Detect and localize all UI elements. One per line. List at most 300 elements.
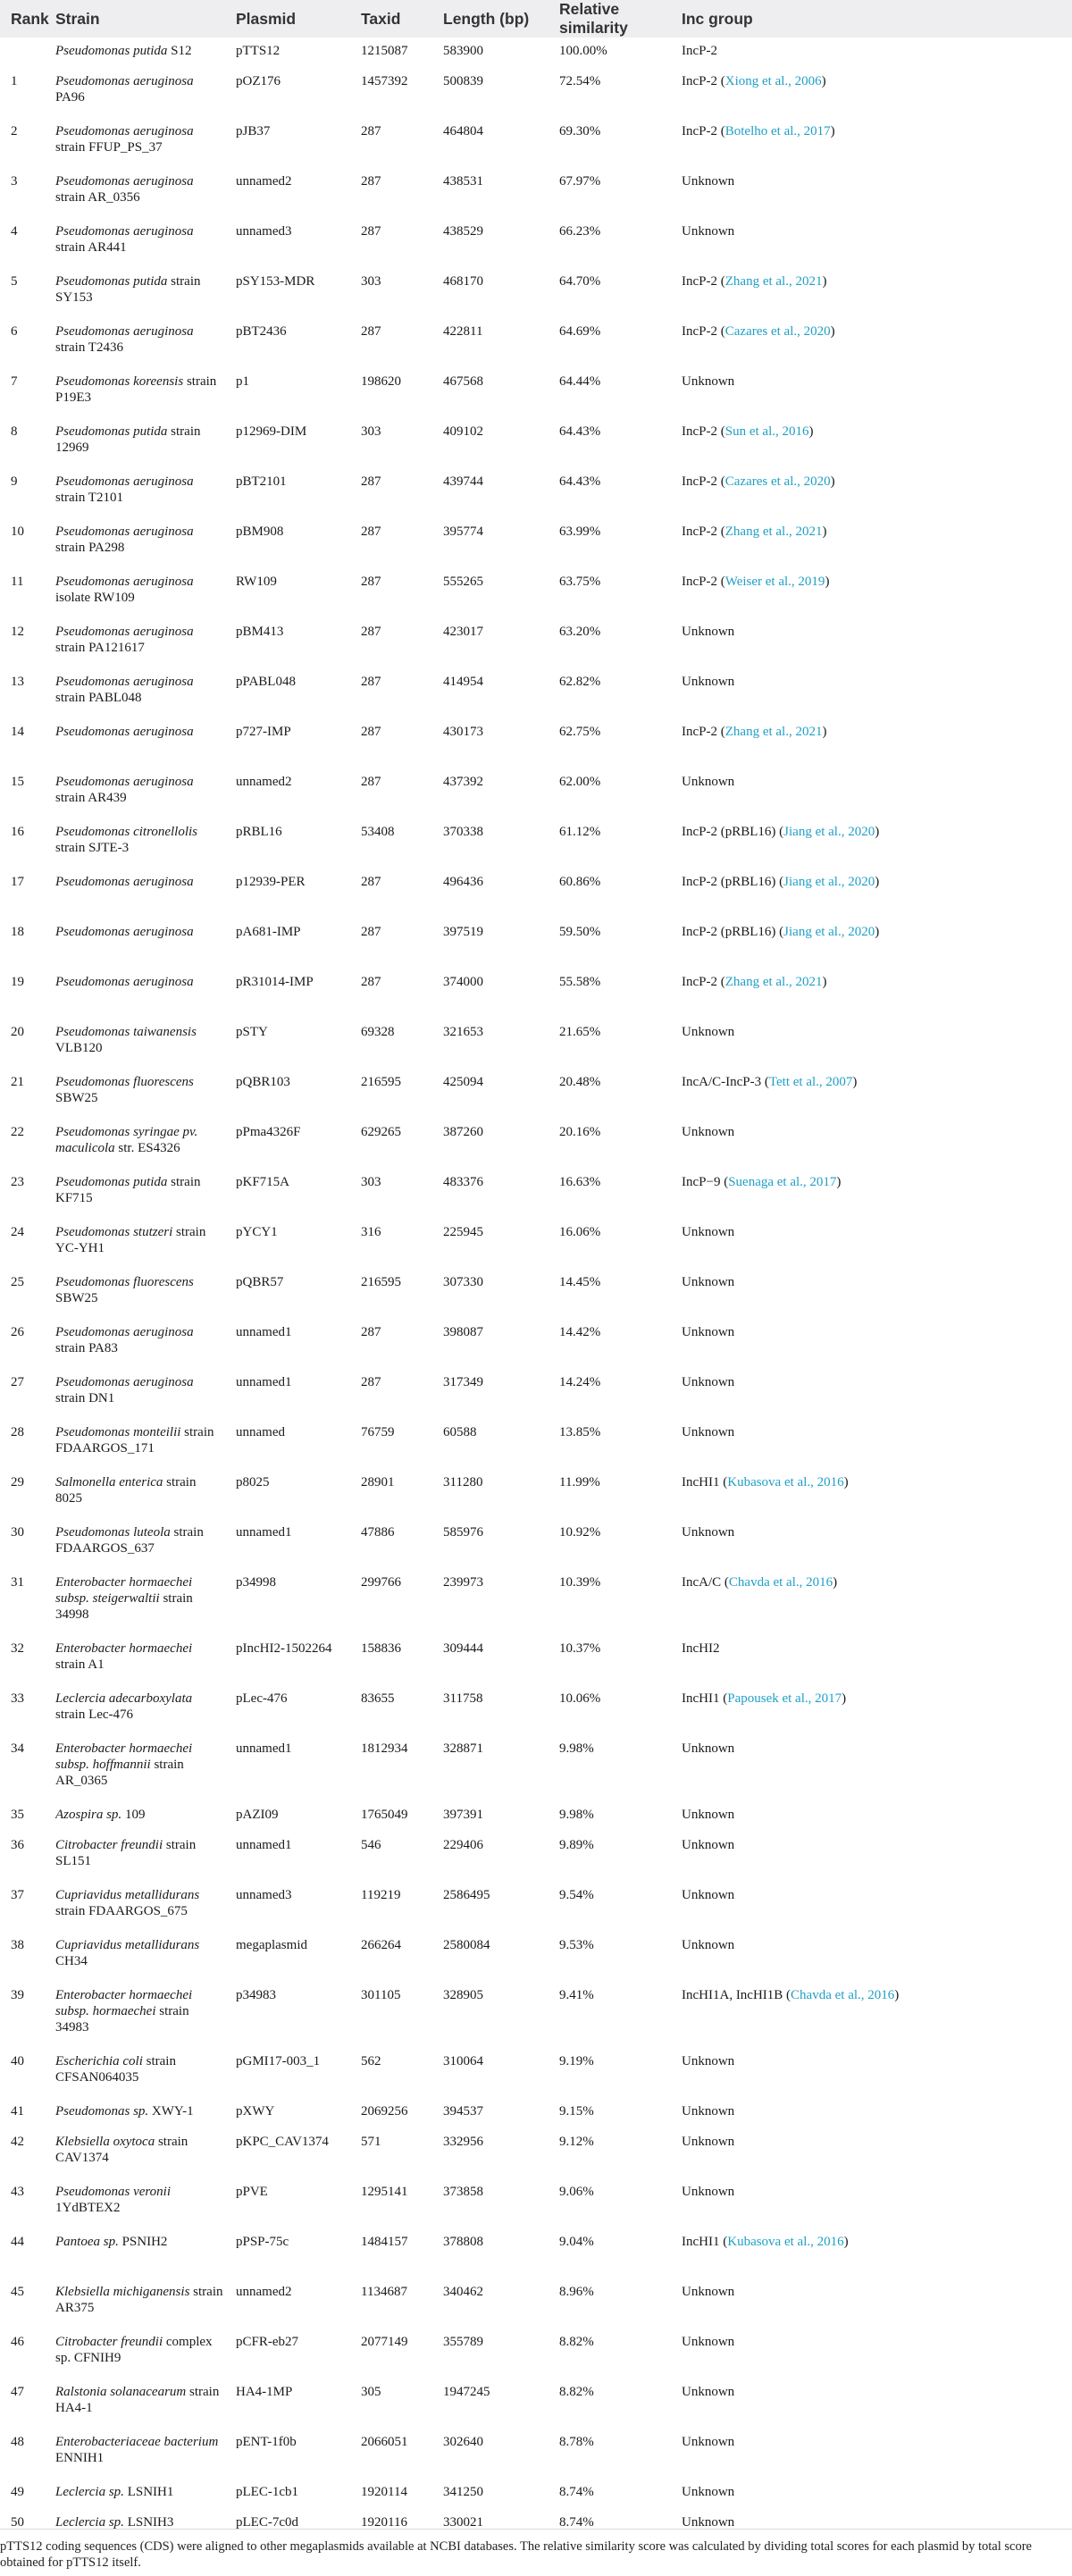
plasmid-cell: p8025	[236, 1475, 270, 1489]
strain-species: Escherichia coli	[55, 2054, 143, 2068]
strain-detail: strain FFUP_PS_37	[55, 140, 163, 155]
strain-species: Enterobacter hormaechei subsp. hoffmannii	[55, 1741, 193, 1772]
table-row	[0, 2228, 1072, 2278]
strain-species: Pseudomonas taiwanensis	[55, 1025, 197, 1039]
inc-group-close-paren: )	[894, 1988, 900, 2002]
strain-cell	[55, 1519, 236, 1569]
table-row	[0, 1119, 1072, 1169]
rank-cell: 39	[11, 1988, 24, 2002]
table-row	[0, 218, 1072, 268]
length-cell: 438529	[443, 224, 483, 239]
length-cell: 332956	[443, 2135, 483, 2149]
strain-cell	[55, 2098, 236, 2128]
inc-group-reference-link[interactable]: Zhang et al., 2021	[724, 725, 823, 739]
rank-cell: 29	[11, 1475, 24, 1489]
rank-cell: 25	[11, 1275, 24, 1289]
rank-cell: 15	[11, 775, 24, 789]
rank-cell: 7	[11, 374, 18, 389]
strain-species: Citrobacter freundii	[55, 1838, 163, 1852]
inc-group-cell	[682, 1932, 1072, 1982]
similarity-cell: 10.37%	[559, 1641, 601, 1656]
inc-group-text: Unknown	[682, 2485, 735, 2499]
length-cell: 397391	[443, 1808, 483, 1822]
inc-group-text: IncP-2 (	[682, 274, 725, 289]
similarity-cell: 13.85%	[559, 1425, 601, 1439]
strain-species: Cupriavidus metallidurans	[55, 1888, 200, 1902]
inc-group-reference-link[interactable]: Chavda et al., 2016	[791, 1988, 895, 2002]
similarity-cell: 63.20%	[559, 625, 601, 639]
strain-detail: strain FDAARGOS_171	[55, 1425, 214, 1456]
length-cell: 483376	[443, 1175, 483, 1189]
header-plasmid: Plasmid	[236, 9, 297, 28]
inc-group-reference-link[interactable]: Xiong et al., 2006	[724, 74, 822, 88]
length-cell: 397519	[443, 925, 483, 939]
table-row	[0, 1932, 1072, 1982]
plasmid-cell: unnamed2	[236, 174, 292, 189]
inc-group-close-paren: )	[843, 1475, 849, 1489]
strain-cell	[55, 768, 236, 818]
length-cell: 468170	[443, 274, 483, 289]
strain-species: Salmonella enterica	[55, 1475, 163, 1489]
strain-detail: strain FDAARGOS_637	[55, 1525, 204, 1556]
strain-detail: strain T2436	[55, 340, 123, 355]
strain-detail: 109	[121, 1808, 146, 1822]
taxid-cell: 216595	[361, 1275, 401, 1289]
inc-group-reference-link[interactable]: Kubasova et al., 2016	[727, 1475, 844, 1489]
strain-detail: strain CAV1374	[55, 2135, 188, 2165]
strain-species: Pseudomonas putida	[55, 44, 168, 58]
taxid-cell: 571	[361, 2135, 381, 2149]
strain-cell	[55, 1319, 236, 1369]
inc-group-text: IncHI2	[682, 1641, 720, 1656]
strain-detail: strain 34983	[55, 2004, 189, 2035]
inc-group-close-paren: )	[875, 925, 880, 939]
length-cell: 430173	[443, 725, 483, 739]
plasmid-cell: pBT2436	[236, 324, 287, 339]
inc-group-text: IncHI1 (	[682, 2235, 728, 2249]
strain-cell	[55, 1369, 236, 1419]
strain-cell	[55, 1569, 236, 1635]
inc-group-cell	[682, 1801, 1072, 1832]
inc-group-reference-link[interactable]: Jiang et al., 2020	[783, 825, 875, 839]
plasmid-cell: p12939-PER	[236, 875, 306, 889]
similarity-cell: 20.16%	[559, 1125, 601, 1139]
length-cell: 317349	[443, 1375, 483, 1389]
inc-group-cell	[682, 1419, 1072, 1469]
table-row	[0, 1219, 1072, 1269]
strain-species: Pseudomonas putida	[55, 424, 168, 439]
strain-species: Pseudomonas stutzeri	[55, 1225, 173, 1239]
similarity-cell: 8.74%	[559, 2485, 594, 2499]
taxid-cell: 266264	[361, 1938, 401, 1952]
strain-species: Pseudomonas syringae pv. maculicola	[55, 1125, 198, 1155]
strain-species: Pseudomonas aeruginosa	[55, 875, 194, 889]
table-body	[0, 38, 1072, 2539]
similarity-cell: 60.86%	[559, 875, 601, 889]
rank-cell: 31	[11, 1575, 24, 1590]
inc-group-text: Unknown	[682, 1838, 735, 1852]
inc-group-reference-link[interactable]: Jiang et al., 2020	[783, 925, 875, 939]
strain-species: Pseudomonas aeruginosa	[55, 575, 194, 589]
inc-group-close-paren: )	[822, 725, 827, 739]
strain-cell	[55, 2128, 236, 2178]
strain-species: Pseudomonas fluorescens	[55, 1275, 194, 1289]
length-cell: 309444	[443, 1641, 483, 1656]
taxid-cell: 287	[361, 224, 381, 239]
table-row	[0, 68, 1072, 118]
inc-group-text: Unknown	[682, 1938, 735, 1952]
inc-group-close-paren: )	[843, 2235, 849, 2249]
inc-group-text: IncA/C (	[682, 1575, 729, 1590]
plasmid-cell: p12969-DIM	[236, 424, 307, 439]
strain-species: Enterobacter hormaechei	[55, 1641, 193, 1656]
inc-group-cell	[682, 1269, 1072, 1319]
taxid-cell: 546	[361, 1838, 381, 1852]
rank-cell: 17	[11, 875, 24, 889]
inc-group-cell	[682, 1169, 1072, 1219]
strain-cell	[55, 118, 236, 168]
table-row	[0, 268, 1072, 318]
strain-species: Pseudomonas koreensis	[55, 374, 184, 389]
inc-group-reference-link[interactable]: Botelho et al., 2017	[724, 124, 831, 138]
plasmid-cell: unnamed1	[236, 1375, 292, 1389]
inc-group-text: IncP-2 (	[682, 324, 725, 339]
plasmid-cell: pPVE	[236, 2185, 268, 2199]
similarity-cell: 62.00%	[559, 775, 601, 789]
inc-group-text: Unknown	[682, 1525, 735, 1540]
rank-cell: 27	[11, 1375, 24, 1389]
strain-species: Leclercia adecarboxylata	[55, 1691, 193, 1706]
inc-group-reference-link[interactable]: Zhang et al., 2021	[724, 524, 823, 539]
table-row	[0, 1069, 1072, 1119]
inc-group-reference-link[interactable]: Tett et al., 2007	[768, 1075, 853, 1089]
length-cell: 422811	[443, 324, 483, 339]
strain-detail: ENNIH1	[55, 2451, 105, 2465]
plasmid-cell: pQBR103	[236, 1075, 290, 1089]
table-row	[0, 868, 1072, 919]
strain-cell	[55, 1019, 236, 1069]
length-cell: 328905	[443, 1988, 483, 2002]
taxid-cell: 1920116	[361, 2515, 407, 2530]
inc-group-reference-link[interactable]: Suenaga et al., 2017	[728, 1175, 837, 1189]
strain-species: Pseudomonas putida	[55, 274, 168, 289]
taxid-cell: 287	[361, 625, 381, 639]
plasmid-cell: pLEC-1cb1	[236, 2485, 298, 2499]
plasmid-cell: pLec-476	[236, 1691, 288, 1706]
inc-group-reference-link[interactable]: Sun et al., 2016	[724, 424, 809, 439]
length-cell: 394537	[443, 2104, 483, 2119]
table-row	[0, 168, 1072, 218]
inc-group-text: IncP-2 (	[682, 524, 725, 539]
strain-cell	[55, 368, 236, 418]
plasmid-cell: pKF715A	[236, 1175, 290, 1189]
strain-cell	[55, 518, 236, 568]
strain-detail: CH34	[55, 1954, 88, 1968]
inc-group-cell	[682, 1519, 1072, 1569]
length-cell: 340462	[443, 2285, 483, 2299]
inc-group-text: Unknown	[682, 675, 735, 689]
strain-cell	[55, 1069, 236, 1119]
strain-detail: PA96	[55, 90, 85, 105]
length-cell: 583900	[443, 44, 483, 58]
similarity-cell: 14.42%	[559, 1325, 601, 1339]
length-cell: 374000	[443, 975, 483, 989]
strain-detail: complex sp. CFNIH9	[55, 2335, 213, 2365]
table-row	[0, 919, 1072, 969]
rank-cell: 37	[11, 1888, 24, 1902]
taxid-cell: 158836	[361, 1641, 401, 1656]
similarity-cell: 64.43%	[559, 424, 601, 439]
inc-group-reference-link[interactable]: Kubasova et al., 2016	[727, 2235, 844, 2249]
table-row	[0, 1269, 1072, 1319]
strain-detail: PSNIH2	[118, 2235, 168, 2249]
inc-group-text: Unknown	[682, 2435, 735, 2449]
inc-group-cell	[682, 1832, 1072, 1882]
inc-group-reference-link[interactable]: Zhang et al., 2021	[724, 975, 823, 989]
strain-cell	[55, 2379, 236, 2429]
similarity-cell: 64.69%	[559, 324, 601, 339]
strain-cell	[55, 2479, 236, 2509]
strain-detail: strain AR375	[55, 2285, 223, 2315]
strain-detail: strain AR441	[55, 240, 127, 255]
length-cell: 439744	[443, 474, 483, 489]
inc-group-text: Unknown	[682, 1125, 735, 1139]
header-rank: Rank	[11, 9, 49, 28]
taxid-cell: 2077149	[361, 2335, 408, 2349]
similarity-cell: 64.44%	[559, 374, 601, 389]
similarity-cell: 9.04%	[559, 2235, 594, 2249]
inc-group-reference-link[interactable]: Cazares et al., 2020	[724, 324, 831, 339]
strain-detail: strain PA298	[55, 541, 125, 555]
inc-group-text: IncP-2 (	[682, 74, 725, 88]
inc-group-text: Unknown	[682, 224, 735, 239]
table-row	[0, 2479, 1072, 2509]
taxid-cell: 1920114	[361, 2485, 407, 2499]
taxid-cell: 119219	[361, 1888, 401, 1902]
strain-cell	[55, 1685, 236, 1735]
plasmid-cell: unnamed2	[236, 775, 292, 789]
strain-species: Pseudomonas aeruginosa	[55, 625, 194, 639]
table-row	[0, 38, 1072, 68]
strain-species: Enterobacter hormaechei subsp. steigerwaltii	[55, 1575, 193, 1606]
strain-species: Pseudomonas aeruginosa	[55, 1375, 194, 1389]
similarity-cell: 11.99%	[559, 1475, 600, 1489]
rank-cell: 30	[11, 1525, 24, 1540]
inc-group-close-paren: )	[822, 274, 827, 289]
inc-group-cell	[682, 68, 1072, 118]
inc-group-text: Unknown	[682, 1025, 735, 1039]
taxid-cell: 629265	[361, 1125, 401, 1139]
length-cell: 500839	[443, 74, 483, 88]
table-row	[0, 2379, 1072, 2429]
inc-group-text: IncP-2 (pRBL16) (	[682, 825, 784, 839]
plasmid-cell: unnamed3	[236, 1888, 292, 1902]
strain-cell	[55, 218, 236, 268]
similarity-cell: 10.39%	[559, 1575, 601, 1590]
inc-group-cell	[682, 568, 1072, 618]
inc-group-cell	[682, 1019, 1072, 1069]
rank-cell: 1	[11, 74, 18, 88]
inc-group-reference-link[interactable]: Zhang et al., 2021	[724, 274, 823, 289]
strain-detail: strain DN1	[55, 1391, 115, 1405]
similarity-cell: 16.06%	[559, 1225, 601, 1239]
rank-cell: 16	[11, 825, 24, 839]
strain-cell	[55, 1832, 236, 1882]
table-row	[0, 969, 1072, 1019]
similarity-cell: 16.63%	[559, 1175, 601, 1189]
strain-detail: 1YdBTEX2	[55, 2201, 121, 2215]
strain-species: Pseudomonas aeruginosa	[55, 324, 194, 339]
inc-group-cell	[682, 1735, 1072, 1801]
plasmid-cell: pJB37	[236, 124, 271, 138]
strain-detail: strain Lec-476	[55, 1708, 134, 1722]
inc-group-close-paren: )	[822, 975, 827, 989]
table-row	[0, 2278, 1072, 2328]
inc-group-close-paren: )	[822, 524, 827, 539]
inc-group-reference-link[interactable]: Cazares et al., 2020	[724, 474, 831, 489]
similarity-cell: 8.82%	[559, 2335, 594, 2349]
strain-cell	[55, 1119, 236, 1169]
strain-detail: strain PA121617	[55, 641, 145, 655]
inc-group-text: Unknown	[682, 174, 735, 189]
inc-group-text: IncP-2 (	[682, 474, 725, 489]
inc-group-text: IncP-2 (	[682, 975, 725, 989]
inc-group-cell	[682, 1469, 1072, 1519]
strain-detail: strain YC-YH1	[55, 1225, 206, 1255]
plasmid-cell: pKPC_CAV1374	[236, 2135, 329, 2149]
similarity-cell: 9.54%	[559, 1888, 594, 1902]
plasmid-cell: pXWY	[236, 2104, 275, 2119]
taxid-cell: 303	[361, 1175, 381, 1189]
similarity-cell: 55.58%	[559, 975, 601, 989]
strain-detail: LSNIH3	[123, 2515, 174, 2530]
inc-group-cell	[682, 1319, 1072, 1369]
table-row	[0, 368, 1072, 418]
strain-species: Leclercia sp.	[55, 2515, 124, 2530]
taxid-cell: 287	[361, 975, 381, 989]
inc-group-reference-link[interactable]: Papousek et al., 2017	[727, 1691, 842, 1706]
similarity-cell: 63.75%	[559, 575, 601, 589]
length-cell: 425094	[443, 1075, 483, 1089]
similarity-cell: 63.99%	[559, 524, 601, 539]
rank-cell: 46	[11, 2335, 24, 2349]
similarity-cell: 67.97%	[559, 174, 601, 189]
inc-group-text: IncP-2 (	[682, 124, 725, 138]
strain-detail: strain 8025	[55, 1475, 197, 1506]
plasmid-cell: unnamed1	[236, 1838, 292, 1852]
taxid-cell: 1457392	[361, 74, 408, 88]
header-strain: Strain	[55, 9, 100, 28]
rank-cell: 48	[11, 2435, 24, 2449]
strain-species: Cupriavidus metallidurans	[55, 1938, 200, 1952]
length-cell: 1947245	[443, 2385, 490, 2399]
inc-group-cell	[682, 2278, 1072, 2328]
strain-species: Azospira sp.	[55, 1808, 122, 1822]
taxid-cell: 287	[361, 524, 381, 539]
inc-group-reference-link[interactable]: Jiang et al., 2020	[783, 875, 875, 889]
length-cell: 311758	[443, 1691, 483, 1706]
taxid-cell: 287	[361, 575, 381, 589]
taxid-cell: 303	[361, 274, 381, 289]
table-header-row	[0, 0, 1072, 38]
strain-species: Pseudomonas aeruginosa	[55, 1325, 194, 1339]
inc-group-cell	[682, 2328, 1072, 2379]
strain-cell	[55, 668, 236, 718]
table-row	[0, 518, 1072, 568]
length-cell: 229406	[443, 1838, 483, 1852]
similarity-cell: 21.65%	[559, 1025, 601, 1039]
inc-group-cell	[682, 2479, 1072, 2509]
inc-group-text: IncHI1A, IncHI1B (	[682, 1988, 791, 2002]
rank-cell: 28	[11, 1425, 24, 1439]
rank-cell: 5	[11, 274, 18, 289]
taxid-cell: 1134687	[361, 2285, 407, 2299]
inc-group-cell	[682, 1685, 1072, 1735]
length-cell: 307330	[443, 1275, 483, 1289]
rank-cell: 8	[11, 424, 18, 439]
inc-group-close-paren: )	[830, 124, 835, 138]
strain-cell	[55, 418, 236, 468]
similarity-cell: 9.53%	[559, 1938, 594, 1952]
strain-detail: strain FDAARGOS_675	[55, 1904, 188, 1918]
strain-cell	[55, 38, 236, 68]
inc-group-cell	[682, 1119, 1072, 1169]
rank-cell: 44	[11, 2235, 24, 2249]
plasmid-cell: pSY153-MDR	[236, 274, 315, 289]
similarity-cell: 8.96%	[559, 2285, 594, 2299]
rank-cell: 33	[11, 1691, 24, 1706]
length-cell: 438531	[443, 174, 483, 189]
taxid-cell: 47886	[361, 1525, 395, 1540]
inc-group-cell	[682, 1569, 1072, 1635]
strain-species: Pseudomonas aeruginosa	[55, 474, 194, 489]
table-row	[0, 1469, 1072, 1519]
inc-group-close-paren: )	[842, 1691, 847, 1706]
length-cell: 330021	[443, 2515, 483, 2530]
similarity-cell: 9.06%	[559, 2185, 594, 2199]
table-row	[0, 1832, 1072, 1882]
length-cell: 355789	[443, 2335, 483, 2349]
strain-cell	[55, 2048, 236, 2098]
taxid-cell: 301105	[361, 1988, 401, 2002]
inc-group-close-paren: )	[821, 74, 826, 88]
inc-group-cell	[682, 268, 1072, 318]
inc-group-cell	[682, 418, 1072, 468]
inc-group-close-paren: )	[825, 575, 830, 589]
strain-detail: strain AR_0356	[55, 190, 140, 205]
inc-group-text: IncP-2 (	[682, 725, 725, 739]
plasmid-cell: unnamed1	[236, 1741, 292, 1756]
rank-cell: 26	[11, 1325, 24, 1339]
taxid-cell: 287	[361, 925, 381, 939]
plasmid-cell: pPABL048	[236, 675, 296, 689]
inc-group-cell	[682, 1882, 1072, 1932]
strain-cell	[55, 1219, 236, 1269]
inc-group-reference-link[interactable]: Weiser et al., 2019	[724, 575, 825, 589]
inc-group-text: Unknown	[682, 2054, 735, 2068]
strain-cell	[55, 1882, 236, 1932]
rank-cell: 42	[11, 2135, 24, 2149]
table-row	[0, 2178, 1072, 2228]
strain-cell	[55, 1419, 236, 1469]
taxid-cell: 303	[361, 424, 381, 439]
inc-group-reference-link[interactable]: Chavda et al., 2016	[728, 1575, 833, 1590]
inc-group-cell	[682, 768, 1072, 818]
rank-cell: 32	[11, 1641, 24, 1656]
inc-group-text: Unknown	[682, 2385, 735, 2399]
inc-group-cell	[682, 1982, 1072, 2048]
strain-detail: isolate RW109	[55, 591, 135, 605]
